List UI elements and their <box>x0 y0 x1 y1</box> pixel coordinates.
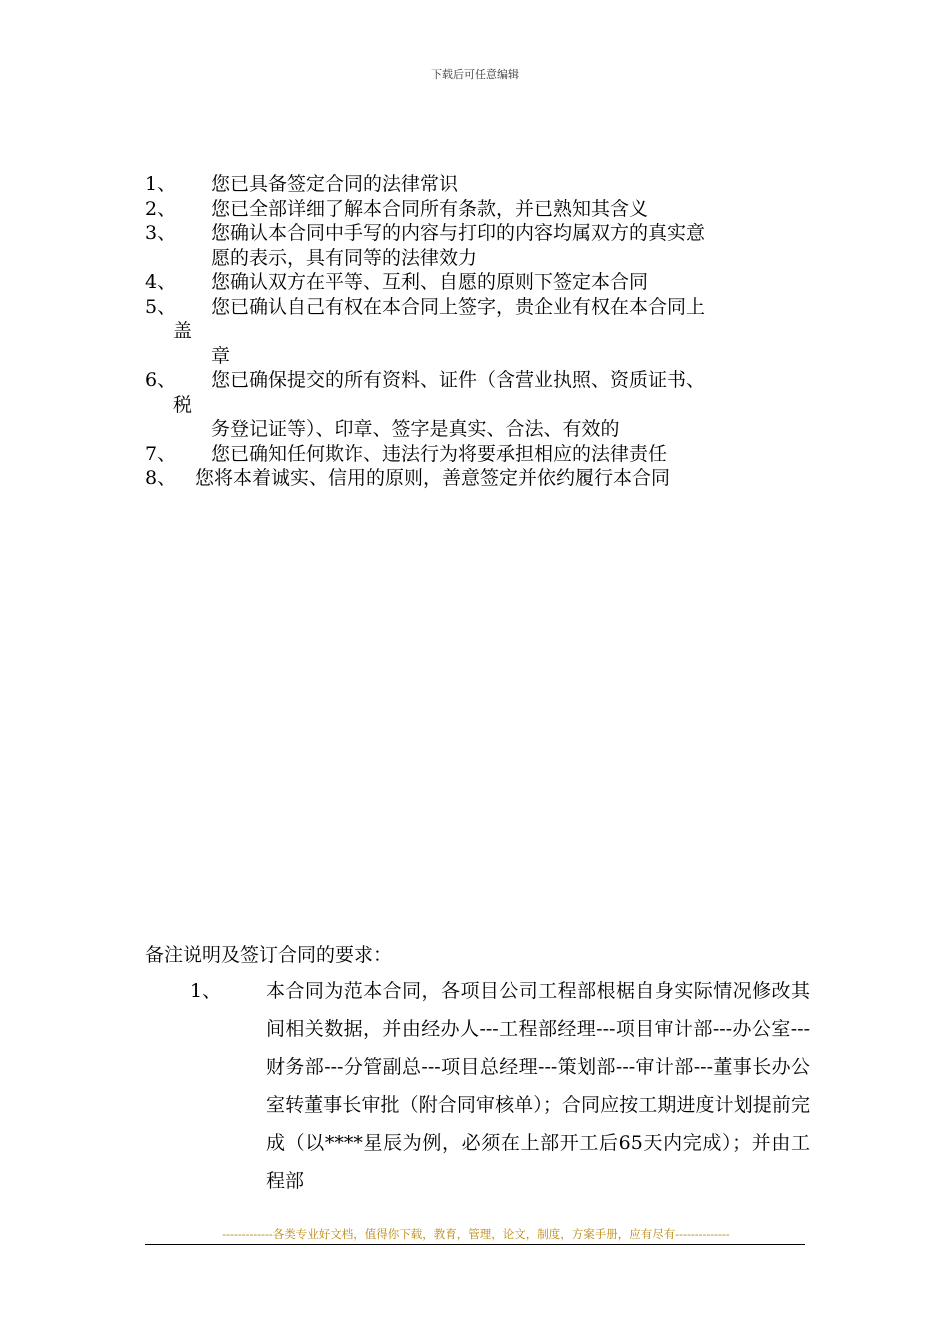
item-text: 您已具备签定合同的法律常识 <box>211 173 459 195</box>
item-text: 您已确知任何欺诈、违法行为将要承担相应的法律责任 <box>211 442 668 465</box>
item-continuation: 务登记证等）、印章、签字是真实、合法、有效的 <box>211 418 620 440</box>
item-number: 6、 <box>145 369 177 391</box>
item-number: 2、 <box>145 197 177 220</box>
list-item <box>145 197 815 222</box>
list-item <box>145 295 815 369</box>
note-number: 1、 <box>190 980 222 1002</box>
footer-banner: -------------各类专业好文档，值得你下载，教育，管理，论文，制度，方案手册，应有尽有-------------- <box>222 1227 730 1241</box>
item-text: 您已确保提交的所有资料、证件（含营业执照、资质证书、 <box>211 369 706 391</box>
list-item <box>145 172 815 197</box>
item-number: 8、 <box>145 467 177 489</box>
note-item <box>190 972 810 1200</box>
item-text: 您将本着诚实、信用的原则，善意签定并依约履行本合同 <box>195 467 671 489</box>
item-wrap-char: 税 <box>173 393 193 416</box>
item-continuation: 章 <box>211 344 231 367</box>
list-item <box>145 270 815 295</box>
confirmation-list <box>145 172 815 491</box>
item-number: 4、 <box>145 271 177 293</box>
item-number: 1、 <box>145 173 177 195</box>
list-item <box>145 442 815 467</box>
item-number: 5、 <box>145 295 177 318</box>
note-text: 本合同为范本合同，各项目公司工程部根椐自身实际情况修改其间相关数据，并由经办人---工程部经理---项目审计部---办公室---财务部---分管副总---项目总经理---策划部---审计部---董事长办公室转董事长审批（附合同审核单）；合同应按工期进度计划提前完成（以****星辰为例，必须在上部开工后65天内完成）；并由工程部 <box>266 980 810 1192</box>
item-text: 您已全部详细了解本合同所有条款，并已熟知其含义 <box>211 197 649 220</box>
footer-divider <box>145 1244 805 1245</box>
list-item <box>145 466 815 491</box>
item-text: 您确认本合同中手写的内容与打印的内容均属双方的真实意 <box>211 222 706 244</box>
item-number: 3、 <box>145 222 177 244</box>
item-number: 7、 <box>145 442 177 465</box>
item-text: 您确认双方在平等、互利、自愿的原则下签定本合同 <box>211 271 649 293</box>
item-wrap-char: 盖 <box>173 320 193 342</box>
notes-title: 备注说明及签订合同的要求： <box>145 944 393 966</box>
list-item <box>145 368 815 442</box>
page-header: 下载后可任意编辑 <box>431 68 519 81</box>
item-text: 您已确认自己有权在本合同上签字，贵企业有权在本合同上 <box>211 295 706 318</box>
item-continuation: 愿的表示，具有同等的法律效力 <box>211 246 478 269</box>
list-item <box>145 221 815 270</box>
